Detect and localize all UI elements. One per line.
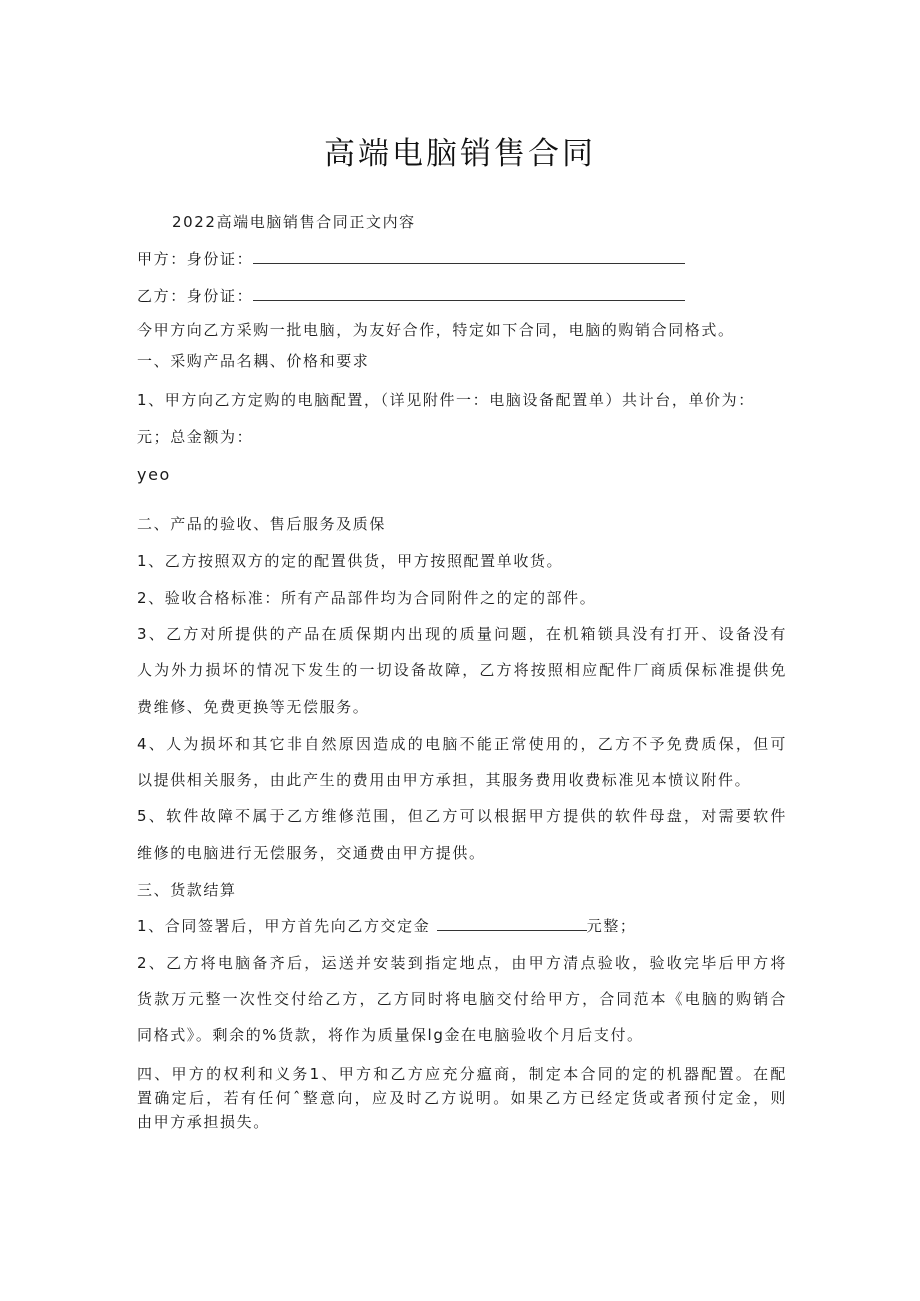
intro-paragraph: 今甲方向乙方采购一批电脑，为友好合作，特定如下合同，电脑的购销合同格式。 bbox=[137, 321, 735, 339]
stray-text: yeo bbox=[137, 465, 171, 484]
section3-item1-prefix: 1、合同签署后，甲方首先向乙方交定金 bbox=[137, 917, 431, 935]
party-b-line bbox=[137, 286, 787, 306]
section3-heading: 三、货款结算 bbox=[137, 881, 237, 899]
party-a-label: 甲方：身份证： bbox=[137, 250, 254, 268]
section3-item1-suffix: 元整； bbox=[586, 917, 637, 935]
section3-item1-line bbox=[137, 916, 787, 936]
section3-item2-line3: 同格式》。剩余的%货款，将作为质量保lg金在电脑验收个月后支付。 bbox=[137, 1026, 644, 1044]
section1-item1-line2: 元；总金额为： bbox=[137, 428, 254, 446]
party-b-label: 乙方：身份证： bbox=[137, 287, 254, 305]
section2-item3-line3: 费维修、免费更换等无偿服务。 bbox=[137, 698, 370, 716]
document-subtitle: 2022高端电脑销售合同正文内容 bbox=[172, 213, 416, 231]
section3-item2-line1: 2、乙方将电脑备齐后，运送并安装到指定地点，由甲方清点验收，验收完毕后甲方将 bbox=[137, 954, 787, 972]
section4-line2: 置确定后，若有任何ˆ整意向，应及时乙方说明。如果乙方已经定货或者预付定金，则 bbox=[137, 1089, 787, 1107]
section4-line1: 四、甲方的权利和义务1、甲方和乙方应充分瘟商，制定本合同的定的机器配置。在配 bbox=[137, 1065, 787, 1083]
deposit-amount-blank bbox=[437, 916, 587, 931]
party-a-blank bbox=[253, 249, 685, 264]
section2-item3-line1: 3、乙方对所提供的产品在质保期内出现的质量问题，在机箱锁具没有打开、设备没有 bbox=[137, 625, 787, 643]
section2-item4-line2: 以提供相关服务，由此产生的费用由甲方承担，其服务费用收费标准见本愤议附件。 bbox=[137, 771, 752, 789]
party-a-line bbox=[137, 249, 787, 269]
section2-heading: 二、产品的验收、售后服务及质保 bbox=[137, 515, 387, 533]
section3-item2-line2: 货款万元整一次性交付给乙方，乙方同时将电脑交付给甲方，合同范本《电脑的购销合 bbox=[137, 990, 787, 1008]
section2-item3-line2: 人为外力损坏的情况下发生的一切设备故障，乙方将按照相应配件厂商质保标准提供免 bbox=[137, 661, 787, 679]
section2-item4-line1: 4、人为损坏和其它非自然原因造成的电脑不能正常使用的，乙方不予免费质保，但可 bbox=[137, 735, 787, 753]
party-b-blank bbox=[253, 286, 685, 301]
section4-line3: 由甲方承担损失。 bbox=[137, 1113, 270, 1131]
section2-item5-line1: 5、软件故障不属于乙方维修范围，但乙方可以根据甲方提供的软件母盘，对需要软件 bbox=[137, 807, 787, 825]
section2-item2: 2、验收合格标准：所有产品部件均为合同附件之的定的部件。 bbox=[137, 589, 597, 607]
section2-item1: 1、乙方按照双方的定的配置供货，甲方按照配置单收货。 bbox=[137, 552, 564, 570]
document-title: 高端电脑销售合同 bbox=[324, 136, 596, 172]
section2-item5-line2: 维修的电脑进行无偿服务，交通费由甲方提供。 bbox=[137, 844, 486, 862]
section1-heading: 一、采购产品名耦、价格和要求 bbox=[137, 352, 370, 370]
section1-item1-line1: 1、甲方向乙方定购的电脑配置，（详见附件一：电脑设备配置单）共计台，单价为： bbox=[137, 391, 755, 409]
